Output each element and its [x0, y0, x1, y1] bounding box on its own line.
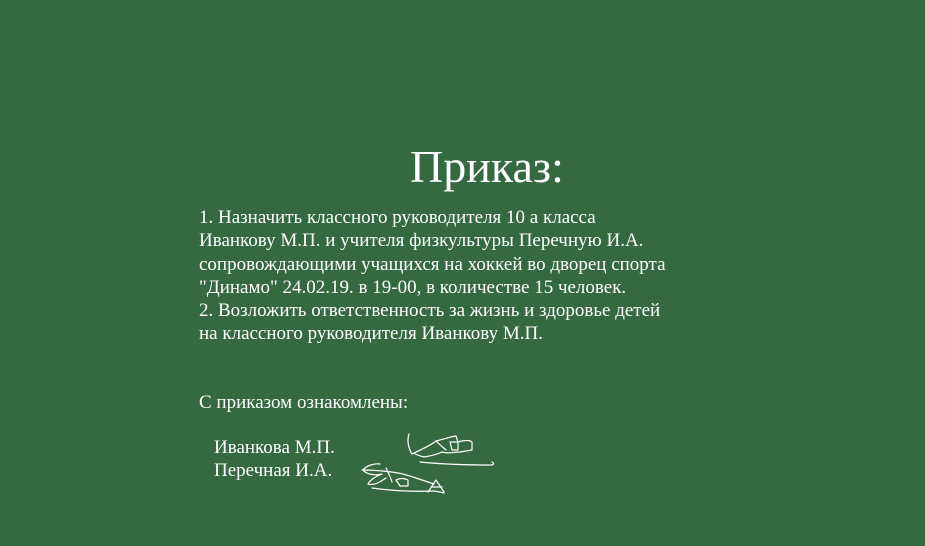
document-title: Приказ:	[410, 141, 564, 192]
signature-perechnaya	[356, 458, 456, 500]
order-line: 2. Возложить ответственность за жизнь и здоровье детей	[199, 300, 661, 322]
order-line: сопровождающими учащихся на хоккей во дворец спорта	[199, 253, 666, 275]
order-line: на классного руководителя Иванкову М.П.	[199, 323, 543, 345]
order-line: 1. Назначить классного руководителя 10 а класса	[199, 207, 596, 228]
order-line: "Динамо" 24.02.19. в 19-00, в количестве 15 человек.	[199, 276, 627, 298]
signer-name: Иванкова М.П.	[214, 437, 335, 458]
signer-name: Перечная И.А.	[214, 460, 333, 481]
order-line: Иванкову М.П. и учителя физкультуры Перечную И.А.	[199, 230, 644, 252]
acknowledgement-label: С приказом ознакомлены:	[199, 392, 409, 413]
order-text	[199, 206, 799, 346]
